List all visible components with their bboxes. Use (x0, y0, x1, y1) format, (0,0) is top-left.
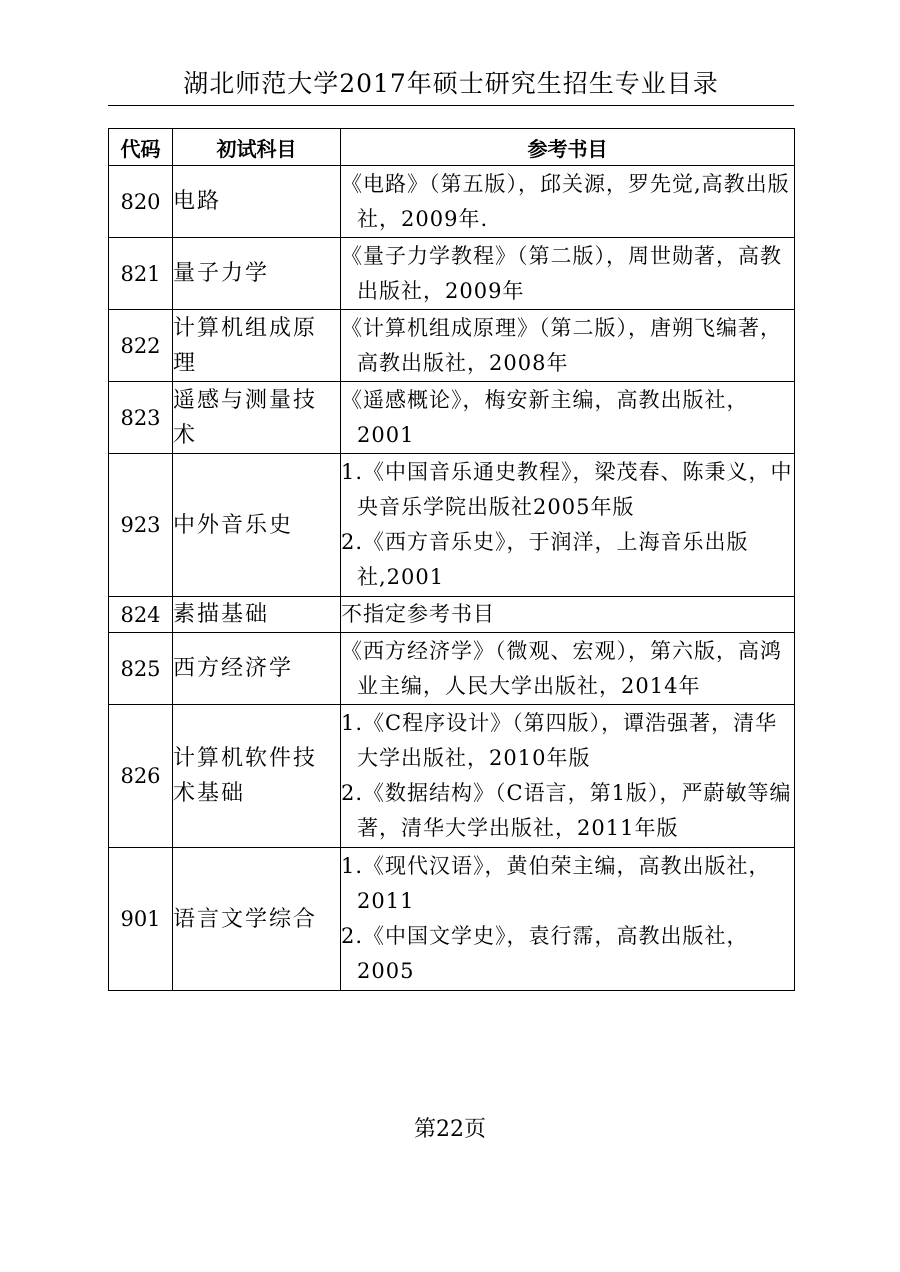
reference-book: 《西方经济学》（微观、宏观），第六版，高鸿业主编，人民大学出版社，2014年 (341, 638, 782, 698)
reference-book: 2.《数据结构》（C语言，第1版），严蔚敏等编著，清华大学出版社，2011年版 (341, 781, 792, 840)
table-row (109, 238, 795, 310)
table-row (109, 597, 795, 633)
reference-book: 1.《C程序设计》（第四版），谭浩强著，清华大学出版社，2010年版 (341, 711, 778, 770)
subject-code: 821 (109, 238, 173, 310)
reference-book: 《遥感概论》，梅安新主编，高教出版社，2001 (341, 387, 749, 447)
reference-books (341, 238, 795, 310)
reference-book: 《电路》（第五版），邱关源，罗先觉,高教出版社，2009年. (341, 171, 790, 231)
subject-code: 823 (109, 382, 173, 454)
reference-book: 1.《现代汉语》，黄伯荣主编，高教出版社，2011 (341, 854, 771, 913)
subject-name: 电路 (173, 166, 341, 238)
reference-books (341, 848, 795, 991)
table-row (109, 310, 795, 382)
reference-books (341, 382, 795, 454)
subject-name: 计算机组成原理 (173, 310, 341, 382)
reference-book: 《量子力学教程》（第二版），周世勋著，高教出版社，2009年 (341, 243, 782, 303)
catalog-table (108, 128, 795, 991)
page-number: 第22页 (414, 1117, 486, 1142)
reference-book: 《计算机组成原理》（第二版），唐朔飞编著，高教出版社，2008年 (341, 315, 782, 375)
subject-name: 西方经济学 (173, 633, 341, 705)
table-row (109, 454, 795, 597)
subject-code: 901 (109, 848, 173, 991)
reference-books (341, 705, 795, 848)
table-row (109, 382, 795, 454)
table-row (109, 633, 795, 705)
reference-books (341, 166, 795, 238)
reference-book: 不指定参考书目 (341, 602, 495, 626)
table-header-row (109, 129, 795, 166)
reference-book: 2.《中国文学史》，袁行霈，高教出版社，2005 (341, 924, 749, 983)
table-row (109, 848, 795, 991)
subject-name: 语言文学综合 (173, 848, 341, 991)
subject-name: 中外音乐史 (173, 454, 341, 597)
table-row (109, 166, 795, 238)
subject-name: 量子力学 (173, 238, 341, 310)
reference-book: 2.《西方音乐史》，于润洋，上海音乐出版社,2001 (341, 530, 749, 589)
subject-code: 826 (109, 705, 173, 848)
reference-books (341, 310, 795, 382)
subject-name: 素描基础 (173, 597, 341, 633)
page-title: 湖北师范大学2017年硕士研究生招生专业目录 (183, 69, 719, 98)
subject-code: 822 (109, 310, 173, 382)
subject-name: 遥感与测量技术 (173, 382, 341, 454)
reference-books (341, 454, 795, 597)
table-row (109, 705, 795, 848)
subject-code: 825 (109, 633, 173, 705)
subject-code: 820 (109, 166, 173, 238)
column-header-code: 代码 (109, 129, 173, 166)
reference-books (341, 633, 795, 705)
column-header-subject: 初试科目 (173, 129, 341, 166)
reference-books (341, 597, 795, 633)
reference-book: 1.《中国音乐通史教程》，梁茂春、陈秉义，中央音乐学院出版社2005年版 (341, 460, 793, 519)
header-rule (108, 105, 794, 106)
subject-code: 923 (109, 454, 173, 597)
subject-code: 824 (109, 597, 173, 633)
subject-name: 计算机软件技术基础 (173, 705, 341, 848)
column-header-books: 参考书目 (341, 129, 795, 166)
